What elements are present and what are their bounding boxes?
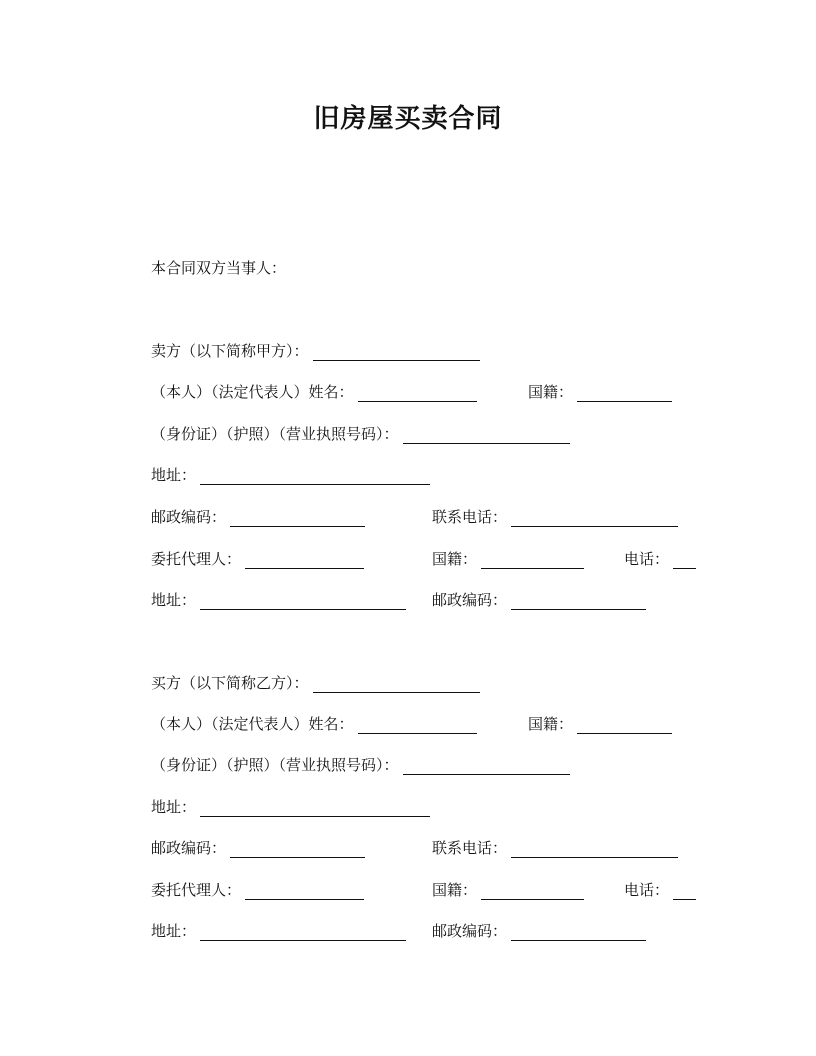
buyer-nationality-label: 国籍： xyxy=(528,715,574,733)
seller-agent-postcode-label: 邮政编码： xyxy=(432,591,508,609)
buyer-agent-phone-blank[interactable] xyxy=(673,882,696,900)
seller-agent-address-blank[interactable] xyxy=(200,592,406,610)
buyer-agent-nationality-blank[interactable] xyxy=(481,882,584,900)
buyer-id-blank[interactable] xyxy=(403,757,570,775)
seller-header-label: 卖方（以下简称甲方）： xyxy=(151,342,309,360)
seller-agent-nationality-blank[interactable] xyxy=(481,551,584,569)
buyer-person-name-blank[interactable] xyxy=(358,716,477,734)
seller-postcode-blank[interactable] xyxy=(230,509,365,527)
buyer-id-label: （身份证）（护照）（营业执照号码）： xyxy=(151,756,399,774)
buyer-agent-address-label: 地址： xyxy=(151,922,197,940)
intro-text: 本合同双方当事人： xyxy=(151,259,287,277)
buyer-agent-address-blank[interactable] xyxy=(200,923,406,941)
seller-agent-blank[interactable] xyxy=(245,551,364,569)
buyer-postcode-blank[interactable] xyxy=(230,840,365,858)
seller-address-blank[interactable] xyxy=(200,467,430,485)
buyer-nationality-blank[interactable] xyxy=(577,716,672,734)
buyer-agent-phone-label: 电话： xyxy=(624,881,670,899)
seller-address-label: 地址： xyxy=(151,466,197,484)
seller-agent-phone-label: 电话： xyxy=(624,550,670,568)
seller-nationality-blank[interactable] xyxy=(577,384,672,402)
document-title: 旧房屋买卖合同 xyxy=(313,104,503,134)
seller-agent-phone-blank[interactable] xyxy=(673,551,696,569)
seller-name-blank[interactable] xyxy=(313,343,480,361)
buyer-agent-nationality-label: 国籍： xyxy=(432,881,478,899)
seller-agent-nationality-label: 国籍： xyxy=(432,550,478,568)
buyer-agent-label: 委托代理人： xyxy=(151,881,242,899)
buyer-contact-phone-label: 联系电话： xyxy=(432,839,508,857)
seller-agent-address-label: 地址： xyxy=(151,591,197,609)
buyer-header-label: 买方（以下简称乙方）： xyxy=(151,674,309,692)
seller-agent-label: 委托代理人： xyxy=(151,550,242,568)
buyer-address-blank[interactable] xyxy=(200,799,430,817)
seller-person-name-label: （本人）（法定代表人）姓名： xyxy=(151,383,354,401)
buyer-contact-phone-blank[interactable] xyxy=(511,840,678,858)
buyer-name-blank[interactable] xyxy=(313,675,480,693)
buyer-person-name-label: （本人）（法定代表人）姓名： xyxy=(151,715,354,733)
seller-postcode-label: 邮政编码： xyxy=(151,508,227,526)
seller-id-blank[interactable] xyxy=(403,426,570,444)
seller-id-label: （身份证）（护照）（营业执照号码）： xyxy=(151,425,399,443)
buyer-postcode-label: 邮政编码： xyxy=(151,839,227,857)
seller-agent-postcode-blank[interactable] xyxy=(511,592,646,610)
buyer-agent-postcode-label: 邮政编码： xyxy=(432,922,508,940)
seller-contact-phone-blank[interactable] xyxy=(511,509,678,527)
seller-nationality-label: 国籍： xyxy=(528,383,574,401)
buyer-agent-postcode-blank[interactable] xyxy=(511,923,646,941)
seller-person-name-blank[interactable] xyxy=(358,384,477,402)
seller-contact-phone-label: 联系电话： xyxy=(432,508,508,526)
buyer-agent-blank[interactable] xyxy=(245,882,364,900)
buyer-address-label: 地址： xyxy=(151,798,197,816)
